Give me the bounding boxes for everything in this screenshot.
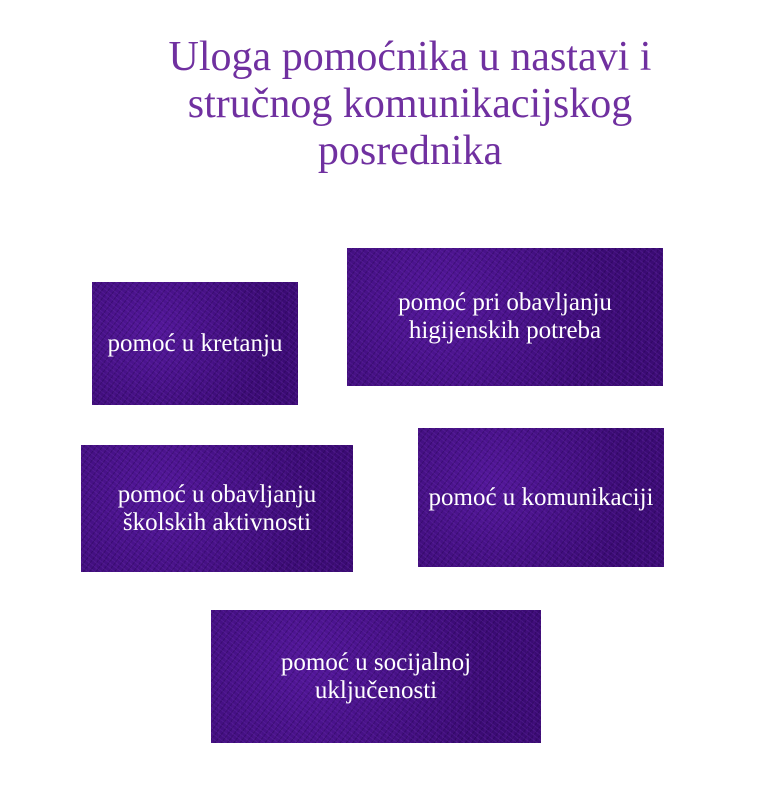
- box-skolske-aktivnosti: [81, 445, 353, 572]
- box-komunikacija: [418, 428, 664, 567]
- box-label: pomoć u komunikaciji: [428, 483, 654, 511]
- box-label: pomoć u socijalnoj uključenosti: [280, 648, 472, 704]
- box-socijalna-ukljucenost: [211, 610, 541, 743]
- box-kretanje: [92, 282, 298, 405]
- box-label: pomoć u kretanju: [107, 329, 283, 357]
- diagram-title: Uloga pomoćnika u nastavi i stručnog komunikacijskog posrednika: [168, 34, 652, 174]
- box-label: pomoć pri obavljanju higijenskih potreba: [398, 289, 612, 344]
- box-higijena: [347, 248, 663, 386]
- box-label: pomoć u obavljanju školskih aktivnosti: [117, 480, 317, 536]
